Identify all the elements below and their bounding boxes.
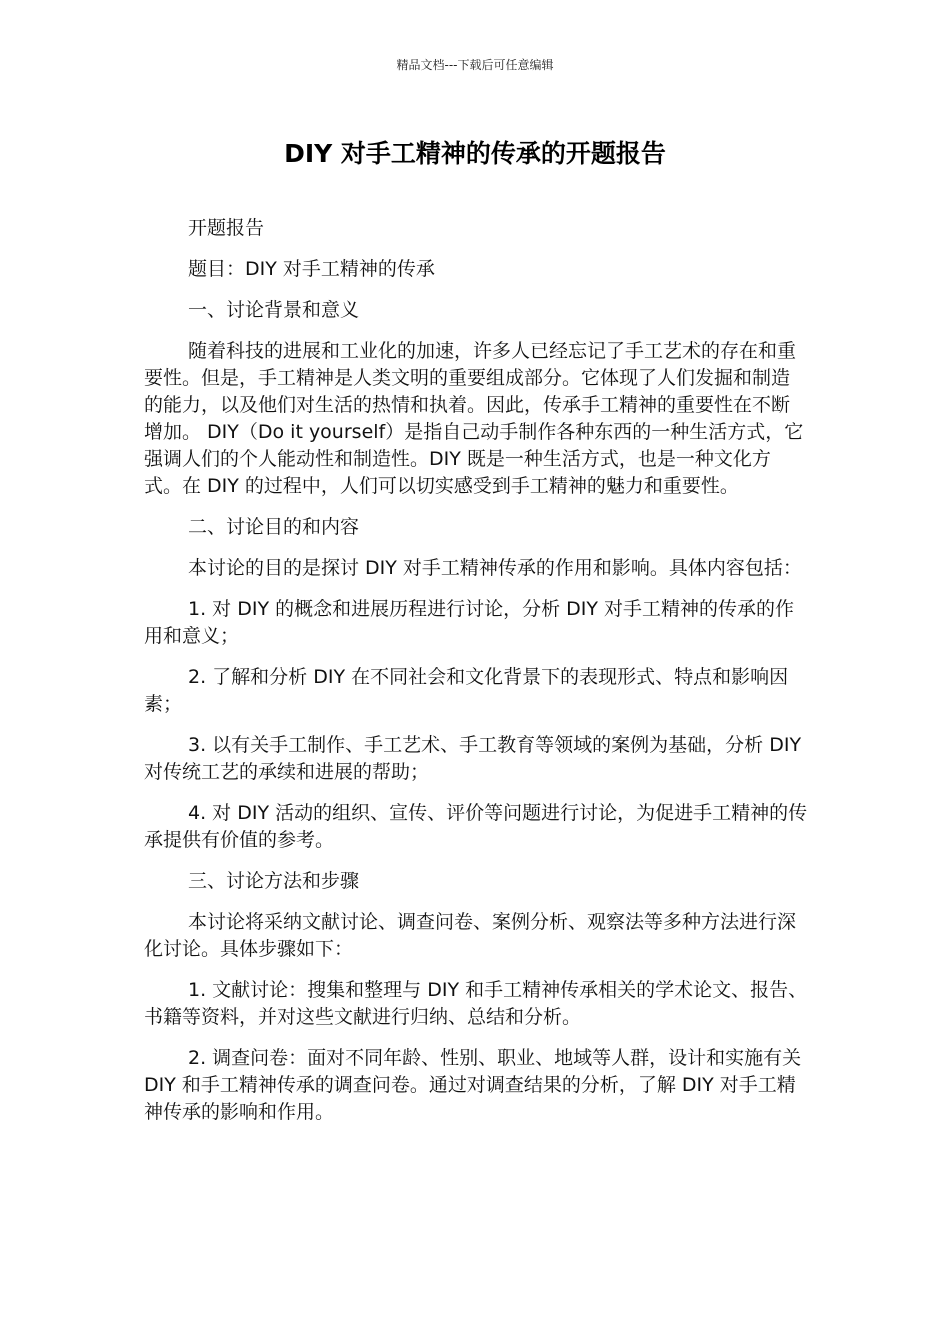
document-title: DIY 对手工精神的传承的开题报告 <box>284 139 666 168</box>
method-step-1: 1. 文献讨论：搜集和整理与 DIY 和手工精神传承相关的学术论文、报告、书籍等资料，并对这些文献进行归纳、总结和分析。 <box>144 979 808 1028</box>
topic-line: 题目：DIY 对手工精神的传承 <box>188 258 435 280</box>
section-heading-background: 一、讨论背景和意义 <box>188 299 360 321</box>
purpose-item-3: 3. 以有关手工制作、手工艺术、手工教育等领域的案例为基础，分析 DIY 对传统工艺的承续和进展的帮助； <box>144 734 802 783</box>
section-heading-methods: 三、讨论方法和步骤 <box>188 870 360 892</box>
document-body <box>144 215 808 1140</box>
paragraph-background: 随着科技的进展和工业化的加速，许多人已经忘记了手工艺术的存在和重要性。但是，手工精神是人类文明的重要组成部分。它体现了人们发掘和制造的能力，以及他们对生活的热情和执着。因此，传承手工精神的重要性在不断增加。 DIY（Do it yourself）是指自己动手制作各种东西的一种生活方式，它强调人们的个人能动性和制造性。DIY 既是一种生活方式，也是一种文化方式。在 DIY 的过程中，人们可以切实感受到手工精神的魅力和重要性。 <box>144 340 804 497</box>
section-heading-purpose: 二、讨论目的和内容 <box>188 516 360 538</box>
paragraph-purpose-intro: 本讨论的目的是探讨 DIY 对手工精神传承的作用和影响。具体内容包括： <box>188 557 802 579</box>
page-header: 精品文档---下载后可任意编辑 <box>396 58 554 72</box>
paragraph-methods-intro: 本讨论将采纳文献讨论、调查问卷、案例分析、观察法等多种方法进行深化讨论。具体步骤如下： <box>144 911 797 960</box>
method-step-2: 2. 调查问卷：面对不同年龄、性别、职业、地域等人群，设计和实施有关 DIY 和手工精神传承的调查问卷。通过对调查结果的分析，了解 DIY 对手工精神传承的影响和作用。 <box>144 1047 802 1123</box>
purpose-item-4: 4. 对 DIY 活动的组织、宣传、评价等问题进行讨论，为促进手工精神的传承提供有价值的参考。 <box>144 802 808 851</box>
label-proposal-report: 开题报告 <box>188 217 265 239</box>
purpose-item-2: 2. 了解和分析 DIY 在不同社会和文化背景下的表现形式、特点和影响因素； <box>144 666 789 715</box>
purpose-item-1: 1. 对 DIY 的概念和进展历程进行讨论，分析 DIY 对手工精神的传承的作用和意义； <box>144 598 795 647</box>
